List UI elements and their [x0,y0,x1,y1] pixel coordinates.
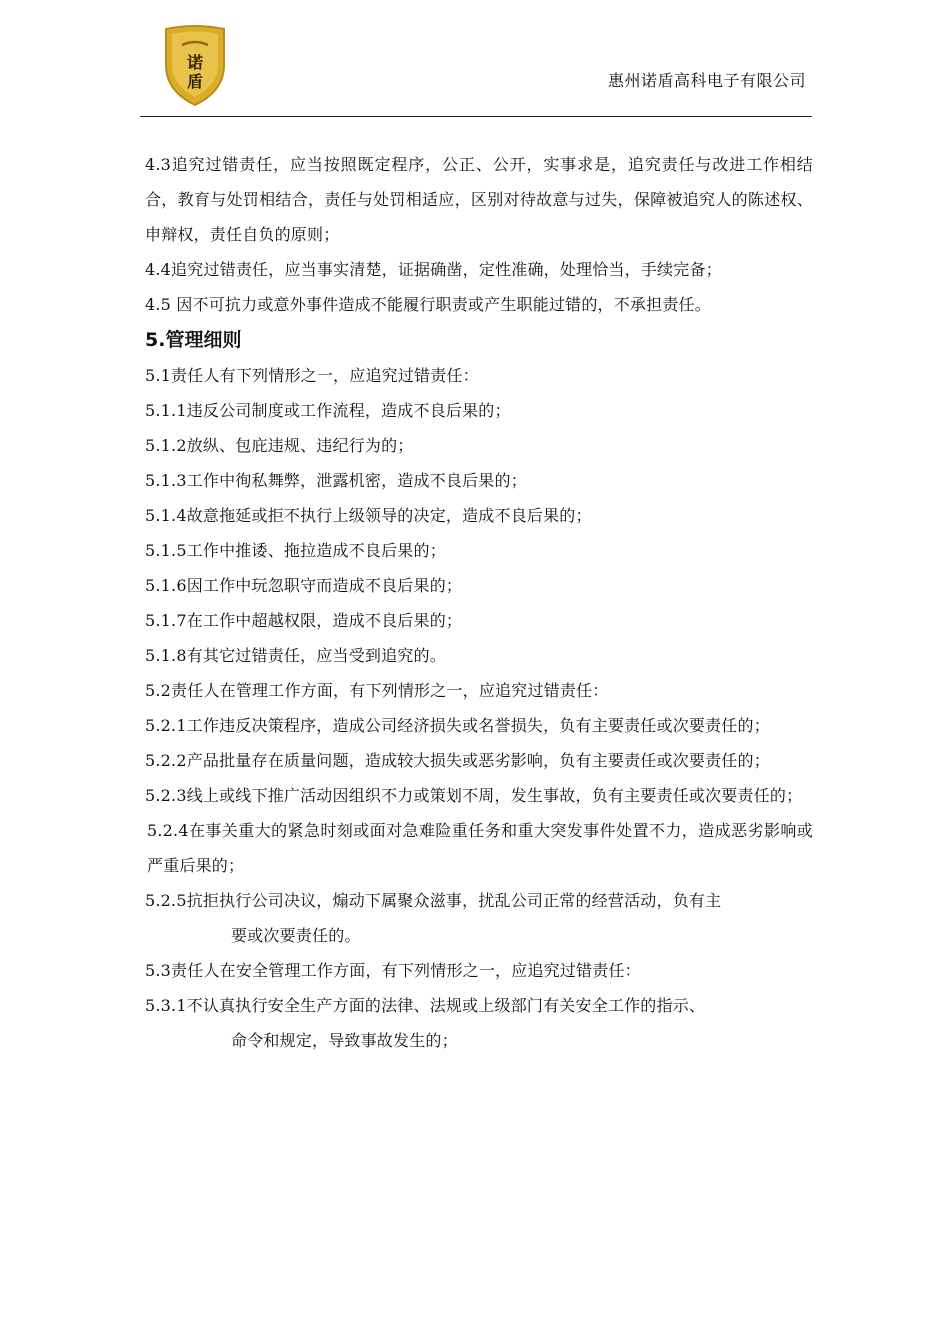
clause-4-5: 4.5 因不可抗力或意外事件造成不能履行职责或产生职能过错的，不承担责任。 [145,295,711,314]
clause-5-2-5-line2: 要或次要责任的。 [231,926,361,945]
clause-5-1-5: 5.1.5工作中推诿、拖拉造成不良后果的； [145,541,446,560]
clause-5-3-1-line2: 命令和规定，导致事故发生的； [231,1031,458,1050]
clause-5-1-7: 5.1.7在工作中超越权限，造成不良后果的； [145,611,463,630]
clause-5-2-5-line1: 5.2.5抗拒执行公司决议，煽动下属聚众滋事，扰乱公司正常的经营活动，负有主 [145,891,722,910]
clause-5-2-1: 5.2.1工作违反决策程序，造成公司经济损失或名誉损失，负有主要责任或次要责任的； [145,716,770,735]
clause-5-1-8: 5.1.8有其它过错责任，应当受到追究的。 [145,646,446,665]
clause-5-3-1-line1: 5.3.1不认真执行安全生产方面的法律、法规或上级部门有关安全工作的指示、 [145,996,706,1015]
clause-4-3: 4.3追究过错责任，应当按照既定程序，公正、公开，实事求是，追究责任与改进工作相结合，教育与处罚相结合，责任与处罚相适应，区别对待故意与过失，保障被追究人的陈述权、申辩权，责任自负的原则； [145,155,813,244]
section-5-heading: 5.管理细则 [145,329,242,351]
shield-logo-icon [162,25,228,107]
page-header [140,18,812,118]
clause-5-1-3: 5.1.3工作中徇私舞弊，泄露机密，造成不良后果的； [145,471,527,490]
clause-5-3: 5.3责任人在安全管理工作方面，有下列情形之一，应追究过错责任： [145,961,641,980]
clause-5-1: 5.1责任人有下列情形之一，应追究过错责任： [145,366,479,385]
clause-5-1-1: 5.1.1违反公司制度或工作流程，造成不良后果的； [145,401,511,420]
clause-5-1-4: 5.1.4故意拖延或拒不执行上级领导的决定，造成不良后果的； [145,506,592,525]
clause-5-2-4: 5.2.4在事关重大的紧急时刻或面对急难险重任务和重大突发事件处置不力，造成恶劣影响或严重后果的； [147,821,813,875]
clause-4-4: 4.4追究过错责任，应当事实清楚，证据确凿，定性准确，处理恰当，手续完备； [145,260,722,279]
clause-5-2: 5.2责任人在管理工作方面，有下列情形之一，应追究过错责任： [145,681,609,700]
header-divider [140,116,812,117]
clause-5-2-2: 5.2.2产品批量存在质量问题，造成较大损失或恶劣影响，负有主要责任或次要责任的； [145,751,770,770]
clause-5-1-2: 5.1.2放纵、包庇违规、违纪行为的； [145,436,414,455]
clause-5-2-3: 5.2.3线上或线下推广活动因组织不力或策划不周，发生事故，负有主要责任或次要责任的； [145,786,803,805]
logo-text-1: 诺 [186,53,204,72]
clause-5-1-6: 5.1.6因工作中玩忽职守而造成不良后果的； [145,576,463,595]
document-body [145,147,813,1058]
company-name: 惠州诺盾高科电子有限公司 [607,71,806,90]
logo-text-2: 盾 [186,72,204,91]
